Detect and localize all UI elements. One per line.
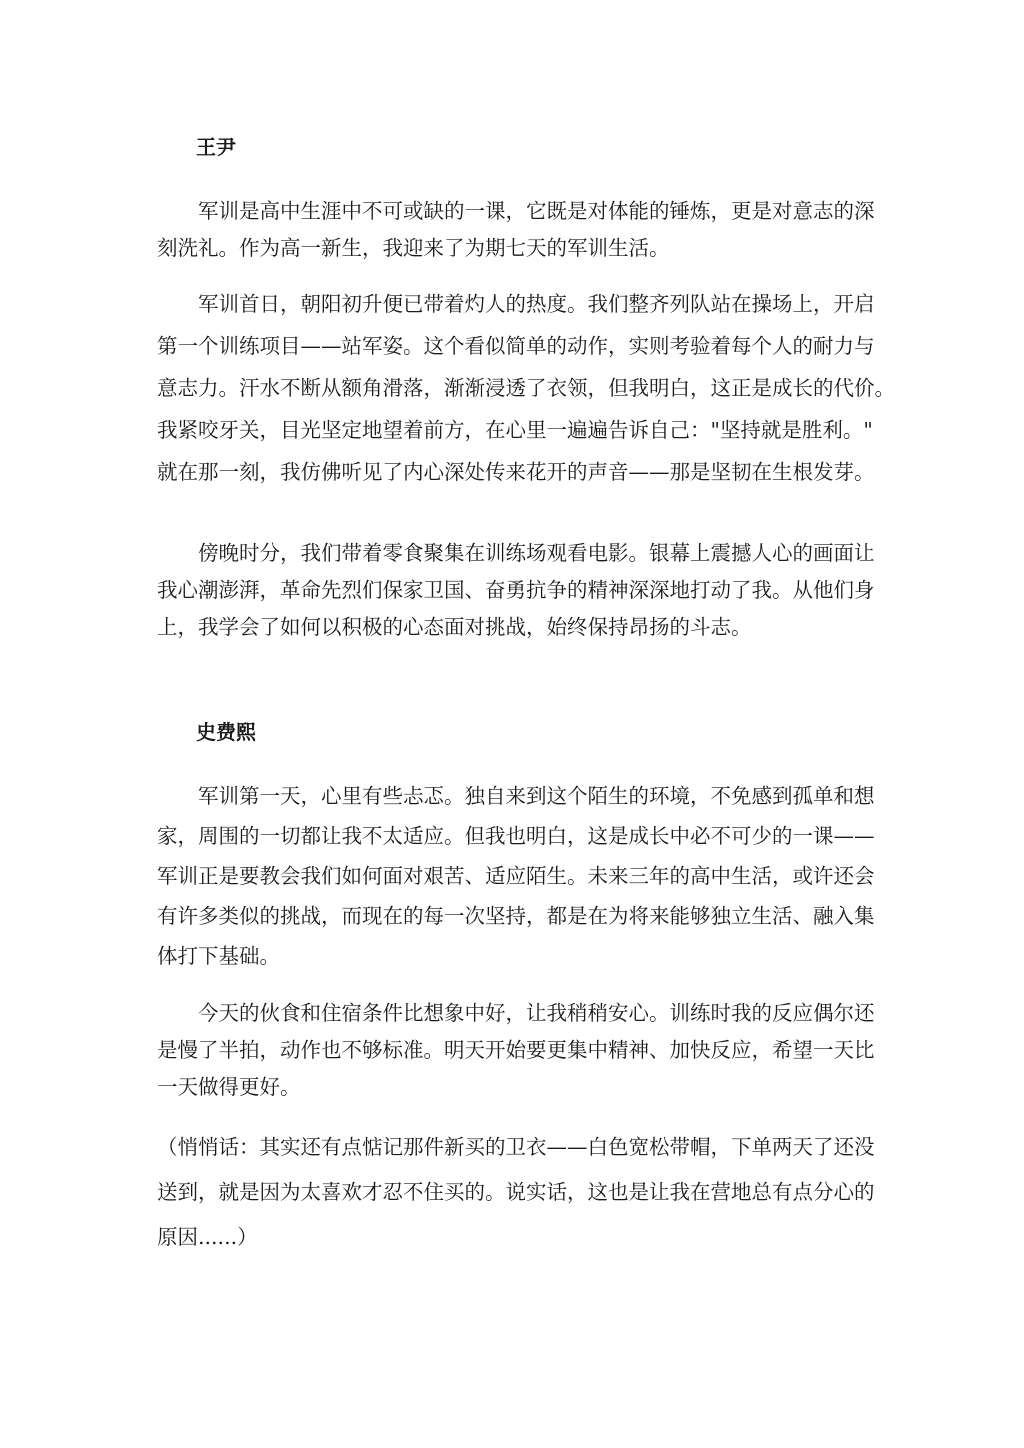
paragraph-line: 一天做得更好。: [157, 1075, 301, 1099]
paragraph-line: 就在那一刻，我仿佛听见了内心深处传来花开的声音——那是坚韧在生根发芽。: [157, 460, 875, 484]
paragraph-line: 是慢了半拍，动作也不够标准。明天开始要更集中精神、加快反应，希望一天比: [157, 1038, 875, 1062]
paragraph-line: 送到，就是因为太喜欢才忍不住买的。说实话，这也是让我在营地总有点分心的: [157, 1180, 875, 1204]
paragraph-line: 上，我学会了如何以积极的心态面对挑战，始终保持昂扬的斗志。: [157, 615, 752, 639]
paragraph: [157, 283, 895, 493]
paragraph-line: 军训正是要教会我们如何面对艰苦、适应陌生。未来三年的高中生活，或许还会: [157, 864, 875, 888]
paragraph-line: 军训第一天，心里有些忐忑。独自来到这个陌生的环境，不免感到孤单和想: [198, 784, 875, 808]
paragraph-line: 军训首日，朝阳初升便已带着灼人的热度。我们整齐列队站在操场上，开启: [198, 292, 875, 316]
paragraph: [157, 1125, 875, 1260]
paragraph-line: 体打下基础。: [157, 944, 280, 968]
paragraph-line: 我紧咬牙关，目光坚定地望着前方，在心里一遍遍告诉自己："坚持就是胜利。": [157, 418, 873, 442]
paragraph-line: 第一个训练项目——站军姿。这个看似简单的动作，实则考验着每个人的耐力与: [157, 334, 875, 358]
paragraph-line: 原因......）: [157, 1225, 258, 1249]
paragraph-line: 有许多类似的挑战，而现在的每一次坚持，都是在为将来能够独立生活、融入集: [157, 904, 875, 928]
paragraph-line: 我心潮澎湃，革命先烈们保家卫国、奋勇抗争的精神深深地打动了我。从他们身: [157, 578, 875, 602]
paragraph-line: （悄悄话：其实还有点惦记那件新买的卫衣——白色宽松带帽，下单两天了还没: [157, 1135, 875, 1159]
paragraph-line: 傍晚时分，我们带着零食聚集在训练场观看电影。银幕上震撼人心的画面让: [198, 541, 875, 565]
section-author-name: 史费熙: [196, 720, 256, 744]
paragraph: [157, 776, 875, 976]
paragraph-line: 今天的伙食和住宿条件比想象中好，让我稍稍安心。训练时我的反应偶尔还: [198, 1001, 875, 1025]
paragraph: [157, 995, 875, 1106]
paragraph-line: 家，周围的一切都让我不太适应。但我也明白，这是成长中必不可少的一课——: [157, 824, 875, 848]
paragraph: [157, 193, 875, 267]
paragraph: [157, 535, 875, 646]
paragraph-line: 刻洗礼。作为高一新生，我迎来了为期七天的军训生活。: [157, 236, 670, 260]
paragraph-line: 军训是高中生涯中不可或缺的一课，它既是对体能的锤炼，更是对意志的深: [198, 199, 875, 223]
section-author-name: 王尹: [196, 135, 236, 159]
paragraph-line: 意志力。汗水不断从额角滑落，渐渐浸透了衣领，但我明白，这正是成长的代价。: [157, 376, 895, 400]
